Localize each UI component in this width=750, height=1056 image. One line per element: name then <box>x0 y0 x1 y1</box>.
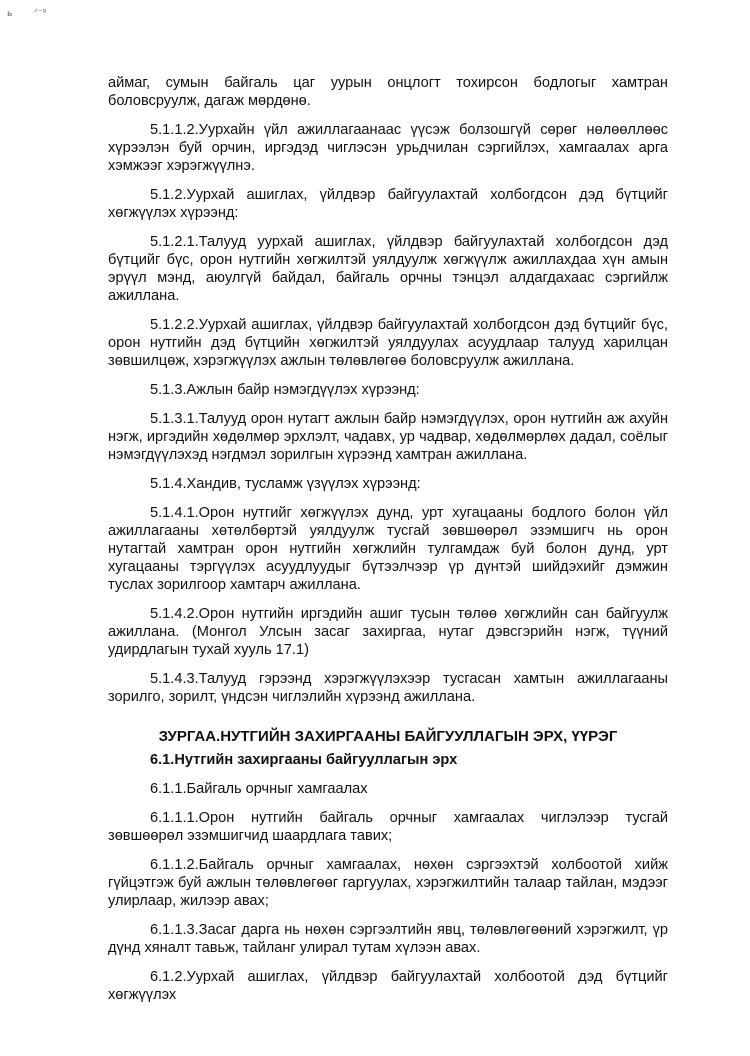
paragraph-6-1-1-2: 6.1.1.2.Байгаль орчныг хамгаалах, нөхөн сэргээхтэй холбоотой хийж гүйцэтгэж буй ажлын төлөвлөгөөг гаргуулах, хэрэгжилтийн талаар тайлан, мэдээг улирлаар, жилээр авах; <box>108 857 668 909</box>
scan-mark-left: ь <box>7 9 13 19</box>
paragraph-5-1-4-2: 5.1.4.2.Орон нутгийн иргэдийн ашиг тусын төлөө хөгжлийн сан байгуулж ажиллана. (Монгол Улсын засаг захиргаа, нутаг дэвсгэрийн нэгж, түүний удирдлагын тухай хууль 17.1) <box>108 606 668 658</box>
paragraph-6-1-1: 6.1.1.Байгаль орчныг хамгаалах <box>150 781 368 797</box>
paragraph-5-1-2-2: 5.1.2.2.Уурхай ашиглах, үйлдвэр байгуулахтай холбогдсон дэд бүтцийг бүс, орон нутгийн дэд бүтцийн хөгжилтэй уялдуулах асуудлаар талууд харилцан зөвшилцөж, хэрэгжүүлэх ажлын төлөвлөгөө боловсруулж ажиллана. <box>108 317 668 369</box>
paragraph-5-1-4-1: 5.1.4.1.Орон нутгийг хөгжүүлэх дунд, урт хугацааны бодлого болон үйл ажиллагааны хөтөлбөртэй уялдуулж тусгай зөвшөөрөл эзэмшигч нь орон нутагтай хамтран орон нутгийн хөгжлийн тулгамдаж буй болон дунд, урт хугацааны тэргүүлэх асуудлуудыг бүтээлчээр үр дүнтэй шийдэхийг дэмжин туслах зорилгоор хамтарч ажиллана. <box>108 505 668 593</box>
paragraph-5-1-1-2: 5.1.1.2.Уурхайн үйл ажиллагаанаас үүсэж болзошгүй сөрөг нөлөөллөөс хүрээлэн буй орчин, иргэдэд чиглэсэн урьдчилан сэргийлэх, хамгаалах арга хэмжээг хэрэгжүүлнэ. <box>108 122 668 174</box>
section-subheading: 6.1.Нутгийн захиргааны байгууллагын эрх <box>150 752 458 768</box>
paragraph-5-1-4-3: 5.1.4.3.Талууд гэрээнд хэрэгжүүлэхээр тусгасан хамтын ажиллагааны зорилго, зорилт, үндсэн чиглэлийн хүрээнд ажиллана. <box>108 671 668 705</box>
paragraph-5-1-3: 5.1.3.Ажлын байр нэмэгдүүлэх хүрээнд: <box>150 382 420 398</box>
paragraph-5-1-4: 5.1.4.Хандив, тусламж үзүүлэх хүрээнд: <box>150 476 421 492</box>
paragraph-6-1-2: 6.1.2.Уурхай ашиглах, үйлдвэр байгуулахтай холбоотой дэд бүтцийг хөгжүүлэх <box>108 969 668 1003</box>
paragraph-5-1-2: 5.1.2.Уурхай ашиглах, үйлдвэр байгуулахтай холбогдсон дэд бүтцийг хөгжүүлэх хүрээнд: <box>108 187 668 221</box>
scan-mark-right: ᐟ⁻ᵍ <box>34 8 47 18</box>
paragraph-6-1-1-3: 6.1.1.3.Засаг дарга нь нөхөн сэргээлтийн явц, төлөвлөгөөний хэрэгжилт, үр дүнд хяналт тавьж, тайланг улирал тутам хүлээн авах. <box>108 922 668 956</box>
section-heading: ЗУРГАА.НУТГИЙН ЗАХИРГААНЫ БАЙГУУЛЛАГЫН ЭРХ, ҮҮРЭГ <box>158 728 618 745</box>
paragraph-5-1-2-1: 5.1.2.1.Талууд уурхай ашиглах, үйлдвэр байгуулахтай холбогдсон дэд бүтцийг бүс, орон нутгийн хөгжилтэй уялдуулж хөгжүүлж ажиллахдаа хүн амын эрүүл мэнд, аюулгүй байдал, байгаль орчны тэнцэл алдагдахаас сэргийлж ажиллана. <box>108 234 668 304</box>
paragraph-6-1-1-1: 6.1.1.1.Орон нутгийн байгаль орчныг хамгаалах чиглэлээр тусгай зөвшөөрөл эзэмшигчид шаардлага тавих; <box>108 810 668 844</box>
paragraph-5-1-3-1: 5.1.3.1.Талууд орон нутагт ажлын байр нэмэгдүүлэх, орон нутгийн аж ахуйн нэгж, иргэдийн хөдөлмөр эрхлэлт, чадавх, ур чадвар, хөдөлмөрлөх дадал, соёлыг нэмэгдүүлэхэд нэгдмэл зорилгын хүрээнд хамтран ажиллана. <box>108 411 668 463</box>
paragraph-continuation: аймаг, сумын байгаль цаг уурын онцлогт тохирсон бодлогыг хамтран боловсруулж, дагаж мөрдөнө. <box>108 75 668 109</box>
document-page <box>108 74 668 1004</box>
